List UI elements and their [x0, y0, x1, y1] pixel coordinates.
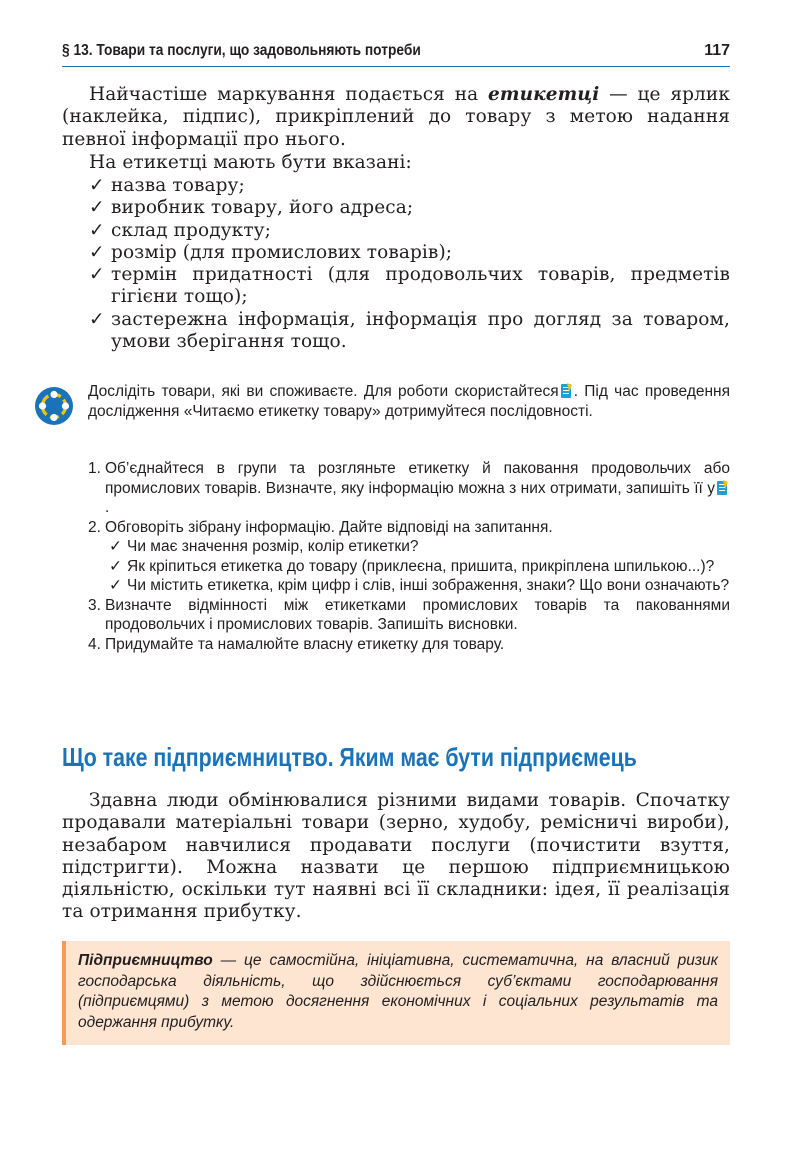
list-item	[89, 242, 730, 264]
section-heading: Що таке підприємництво. Яким має бути підприємець	[62, 742, 637, 772]
check-mark-icon: ✓	[109, 577, 122, 594]
list-item	[89, 197, 730, 219]
step-number: 4.	[88, 635, 101, 653]
list-item-text: термін придатності (для продовольчих товарів, предметів гігієни тощо);	[111, 264, 730, 308]
list-item-text: назва товару;	[111, 175, 245, 196]
list-item-text: застережна інформація, інформація про догляд за товаром, умови зберігання тощо.	[111, 308, 730, 353]
chapter-title: § 13. Товари та послуги, що задовольняють потреби	[62, 42, 421, 59]
definition-term: Підприємництво	[78, 952, 213, 969]
question-item	[105, 537, 730, 557]
step-number: 1.	[88, 460, 101, 477]
check-mark-icon: ✓	[89, 197, 105, 219]
label-contents-intro: На етикетці мають бути вказані:	[89, 152, 412, 173]
list-item	[89, 309, 730, 354]
definition-text	[78, 951, 718, 1033]
task-step	[88, 596, 730, 635]
task-step	[88, 635, 730, 655]
list-item	[89, 175, 730, 197]
group-activity-icon	[34, 386, 74, 426]
list-item-text: виробник товару, його адреса;	[111, 197, 414, 219]
check-mark-icon: ✓	[89, 219, 105, 241]
check-mark-icon: ✓	[89, 264, 105, 286]
task-step	[88, 518, 730, 596]
task-step	[88, 459, 730, 518]
check-mark-icon: ✓	[89, 175, 105, 196]
emphasized-term: етикетці	[488, 84, 600, 105]
definition-box	[62, 941, 730, 1045]
notebook-icon	[717, 480, 728, 495]
task-intro-text: . Під час проведення дослідження «Читаємо етикетку товару» дотримуйтеся послідовності.	[88, 383, 730, 420]
label-contents-list	[89, 175, 730, 353]
history-paragraph: Здавна люди обмінювалися різними видами товарів. Спочатку продавали матеріальні товари (зерно, худобу, ремісничі вироби), незабаром навчилися продавати послуги (почистити взуття, підстригти). Можна назвати це першою підприємницькою діяльністю, оскільки тут наявні всі її складники: ідея, її реалізація та отримання прибутку.	[62, 790, 730, 923]
notebook-icon	[561, 383, 572, 398]
step-number: 2.	[88, 518, 101, 536]
step-number: 3.	[88, 596, 101, 614]
paragraph-text: — це ярлик (наклейка, підпис), прикріплений до товару з метою надання певної інформації про нього.	[62, 84, 730, 150]
label-definition-paragraph	[62, 84, 730, 151]
list-item	[89, 220, 730, 242]
list-item-text: розмір (для промислових товарів);	[111, 241, 453, 263]
check-mark-icon: ✓	[89, 308, 105, 330]
question-list	[105, 537, 730, 596]
question-text: Чи містить етикетка, крім цифр і слів, інші зображення, знаки? Що вони означають?	[127, 577, 730, 594]
page-number: 117	[704, 42, 730, 59]
step-text: .	[105, 499, 110, 516]
question-text: Чи має значення розмір, колір етикетки?	[127, 538, 419, 555]
list-item-text: склад продукту;	[111, 219, 271, 241]
step-text: Обговоріть зібрану інформацію. Дайте відповіді на запитання.	[105, 518, 553, 536]
step-text: Придумайте та намалюйте власну етикетку для товару.	[105, 635, 505, 653]
step-text: Об’єднайтеся в групи та розгляньте етикетку й паковання продовольчих або промислових товарів. Визначте, яку інформацію можна з них отримати, запишіть її у	[105, 460, 730, 497]
check-mark-icon: ✓	[109, 557, 122, 575]
task-intro-text: Дослідіть товари, які ви споживаєте. Для роботи скористайтеся	[88, 383, 559, 400]
check-mark-icon: ✓	[109, 538, 122, 555]
question-item	[105, 576, 730, 596]
question-text: Як кріпиться етикетка до товару (приклеєна, пришита, прикріплена шпилькою...)?	[127, 557, 715, 575]
question-item	[105, 557, 730, 577]
check-mark-icon: ✓	[89, 241, 105, 263]
task-intro	[88, 382, 730, 421]
task-steps	[88, 459, 730, 654]
paragraph-text: Найчастіше маркування подається на	[89, 84, 489, 105]
list-item	[89, 264, 730, 309]
step-text: Визначте відмінності між етикетками промислових товарів та пакованнями продовольчих і промислових товарів. Запишіть висновки.	[105, 596, 730, 633]
definition-body: — це самостійна, ініціативна, систематична, на власний ризик господарська діяльність, що здійснюється суб’єктами господарювання (підприємцями) з метою досягнення економічних і соціальних результатів та одержання прибутку.	[78, 952, 718, 1031]
page-header	[62, 40, 730, 67]
